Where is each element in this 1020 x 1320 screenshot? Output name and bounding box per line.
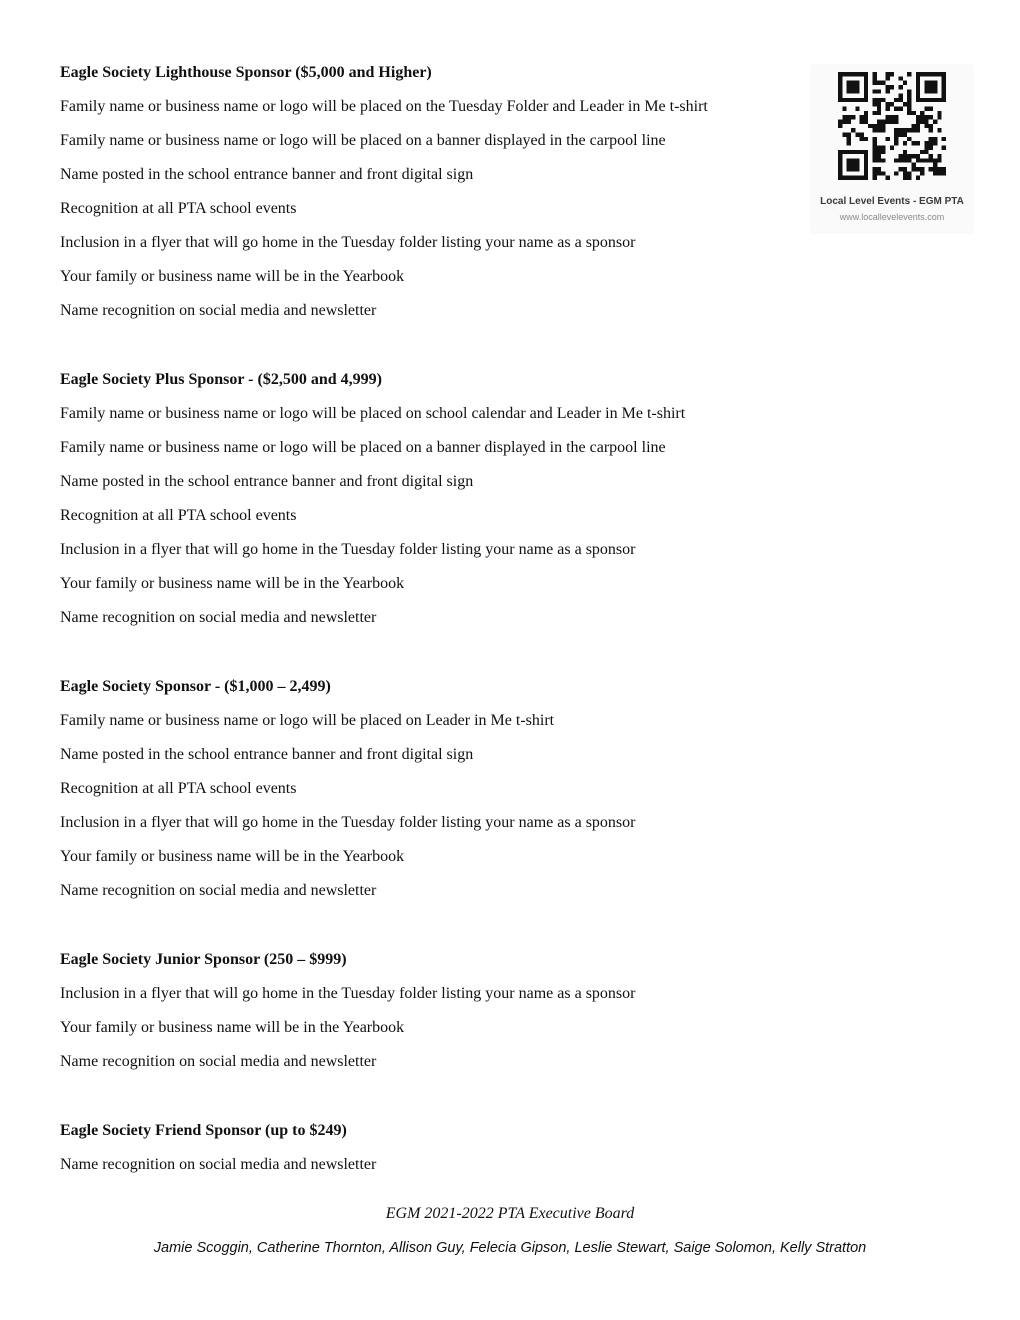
benefit-item: Name posted in the school entrance banner and front digital sign <box>60 473 474 490</box>
benefit-item: Family name or business name or logo will be placed on Leader in Me t-shirt <box>60 712 555 729</box>
sponsor-tier <box>60 363 800 635</box>
benefit-item: Your family or business name will be in the Yearbook <box>60 268 405 285</box>
benefit-item: Name recognition on social media and newsletter <box>60 1156 377 1173</box>
qr-code-icon[interactable] <box>838 72 946 180</box>
benefit-item: Inclusion in a flyer that will go home in the Tuesday folder listing your name as a sponsor <box>60 541 636 558</box>
qr-card <box>810 64 974 234</box>
tier-title: Eagle Society Sponsor - ($1,000 – 2,499) <box>60 678 331 695</box>
benefit-item: Family name or business name or logo will be placed on a banner displayed in the carpool line <box>60 132 666 149</box>
benefit-item: Name recognition on social media and newsletter <box>60 1053 377 1070</box>
benefit-item: Family name or business name or logo will be placed on school calendar and Leader in Me t-shirt <box>60 405 686 422</box>
board-members: Jamie Scoggin, Catherine Thornton, Allison Guy, Felecia Gipson, Leslie Stewart, Saige Solomon, Kelly Stratton <box>153 1240 867 1256</box>
benefit-item: Your family or business name will be in the Yearbook <box>60 848 405 865</box>
tier-title: Eagle Society Friend Sponsor (up to $249) <box>60 1122 347 1139</box>
benefit-item: Family name or business name or logo will be placed on the Tuesday Folder and Leader in Me t-shirt <box>60 98 708 115</box>
benefit-item: Name posted in the school entrance banner and front digital sign <box>60 746 474 763</box>
benefit-item: Inclusion in a flyer that will go home in the Tuesday folder listing your name as a sponsor <box>60 814 636 831</box>
qr-url[interactable]: www.locallevelevents.com <box>839 212 945 222</box>
board-title: EGM 2021-2022 PTA Executive Board <box>385 1205 635 1222</box>
sponsor-tier <box>60 56 800 328</box>
benefit-item: Name recognition on social media and newsletter <box>60 302 377 319</box>
benefit-item: Recognition at all PTA school events <box>60 200 297 217</box>
benefit-item: Recognition at all PTA school events <box>60 780 297 797</box>
benefit-item: Inclusion in a flyer that will go home in the Tuesday folder listing your name as a sponsor <box>60 234 636 251</box>
qr-label: Local Level Events - EGM PTA <box>820 196 964 207</box>
sponsor-tier <box>60 1114 800 1182</box>
tier-title: Eagle Society Plus Sponsor - ($2,500 and 4,999) <box>60 371 382 388</box>
benefit-item: Family name or business name or logo will be placed on a banner displayed in the carpool line <box>60 439 666 456</box>
benefit-item: Inclusion in a flyer that will go home in the Tuesday folder listing your name as a sponsor <box>60 985 636 1002</box>
benefit-item: Recognition at all PTA school events <box>60 507 297 524</box>
tier-title: Eagle Society Junior Sponsor (250 – $999) <box>60 951 347 968</box>
sponsor-tier <box>60 943 800 1079</box>
benefit-item: Name posted in the school entrance banner and front digital sign <box>60 166 474 183</box>
sponsor-tier-list <box>60 56 800 1217</box>
benefit-item: Name recognition on social media and newsletter <box>60 882 377 899</box>
sponsor-tier <box>60 670 800 908</box>
tier-title: Eagle Society Lighthouse Sponsor ($5,000 and Higher) <box>60 64 432 81</box>
benefit-item: Your family or business name will be in the Yearbook <box>60 1019 405 1036</box>
benefit-item: Your family or business name will be in the Yearbook <box>60 575 405 592</box>
benefit-item: Name recognition on social media and newsletter <box>60 609 377 626</box>
